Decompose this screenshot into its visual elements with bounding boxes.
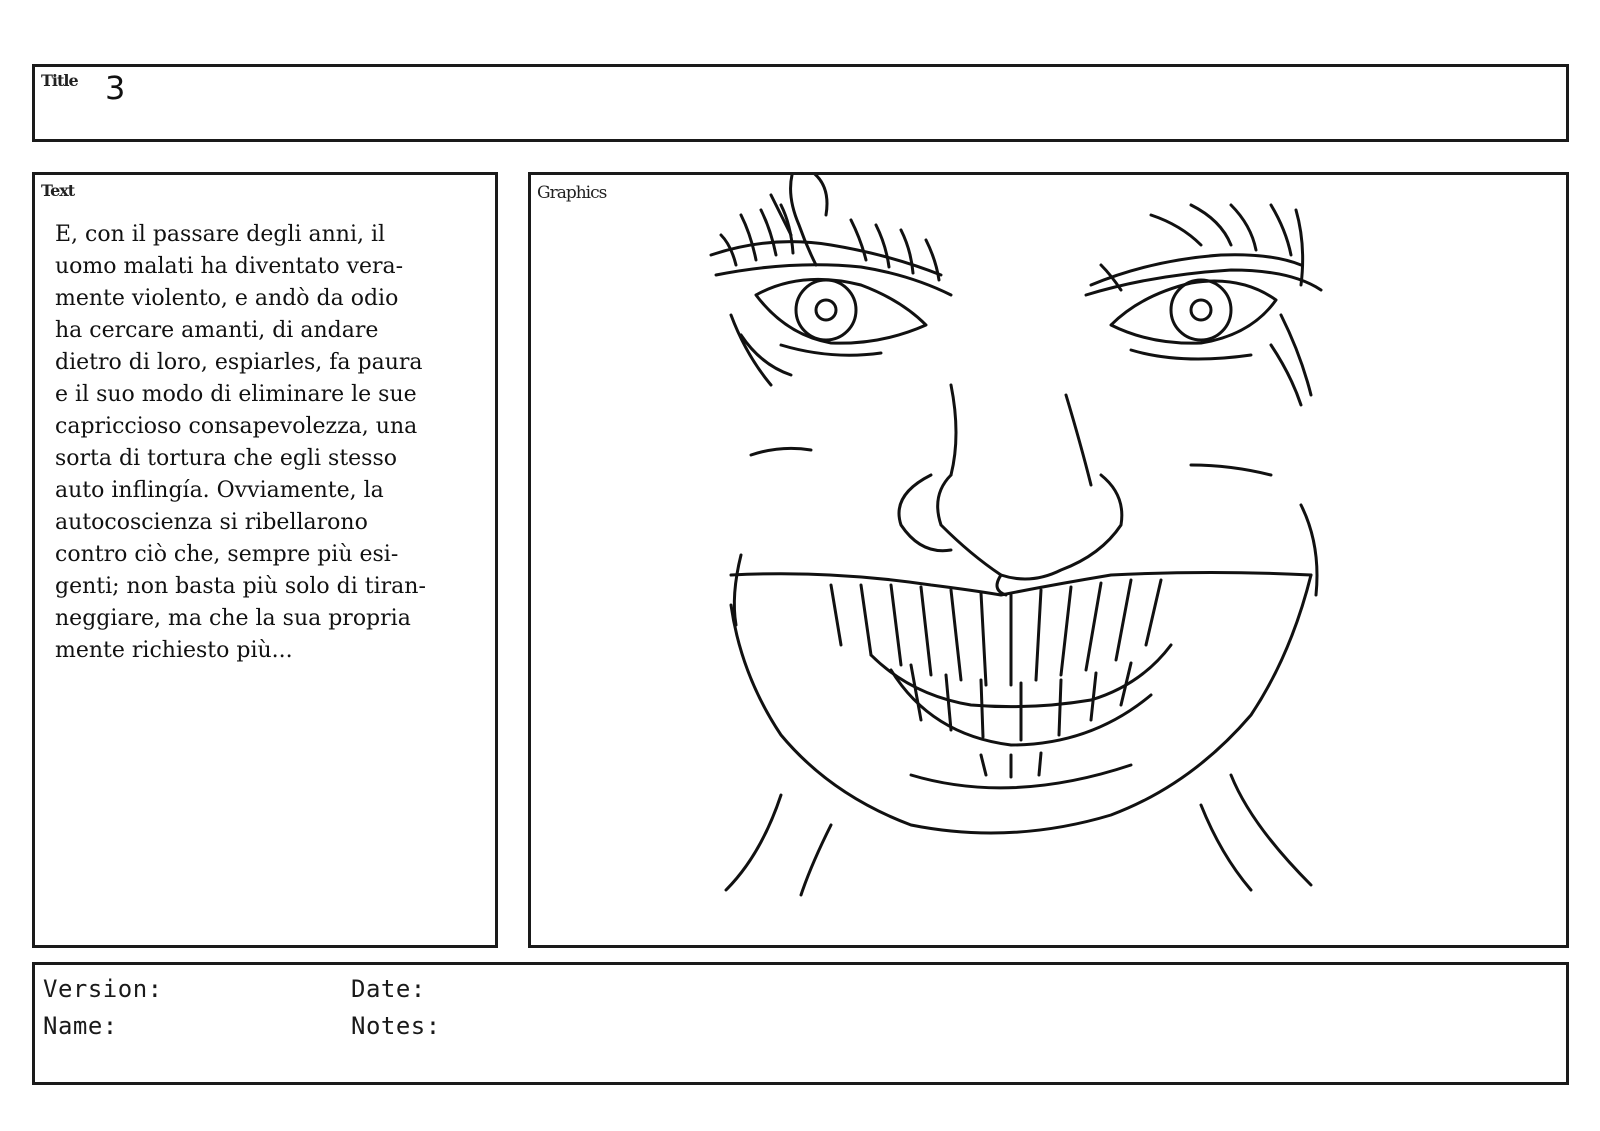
graphics-panel-label: Graphics bbox=[537, 183, 607, 203]
title-value: 3 bbox=[105, 69, 126, 107]
name-label: Name: bbox=[43, 1012, 118, 1040]
footer-panel bbox=[32, 962, 1569, 1085]
notes-label: Notes: bbox=[351, 1012, 441, 1040]
title-label: Title bbox=[41, 71, 78, 90]
date-label: Date: bbox=[351, 975, 426, 1003]
graphics-panel bbox=[528, 172, 1569, 948]
version-label: Version: bbox=[43, 975, 163, 1003]
text-panel-label: Text bbox=[41, 181, 75, 200]
face-sketch bbox=[531, 175, 1566, 945]
text-panel bbox=[32, 172, 498, 948]
title-box bbox=[32, 64, 1569, 142]
story-text: E, con il passare degli anni, il uomo malati ha diventato vera- mente violento, e andò da odio ha cercare amanti, di andare dietro di loro, espiarles, fa paura e il suo modo di eliminare le sue capriccioso consapevolezza, una sorta di tortura che egli stesso auto inflingía. Ovviamente, la autocoscienza si ribellarono contro ciò che, sempre più esi- genti; non basta più solo di tiran- neggiare, ma che la sua propria mente richiesto più... bbox=[55, 222, 426, 663]
